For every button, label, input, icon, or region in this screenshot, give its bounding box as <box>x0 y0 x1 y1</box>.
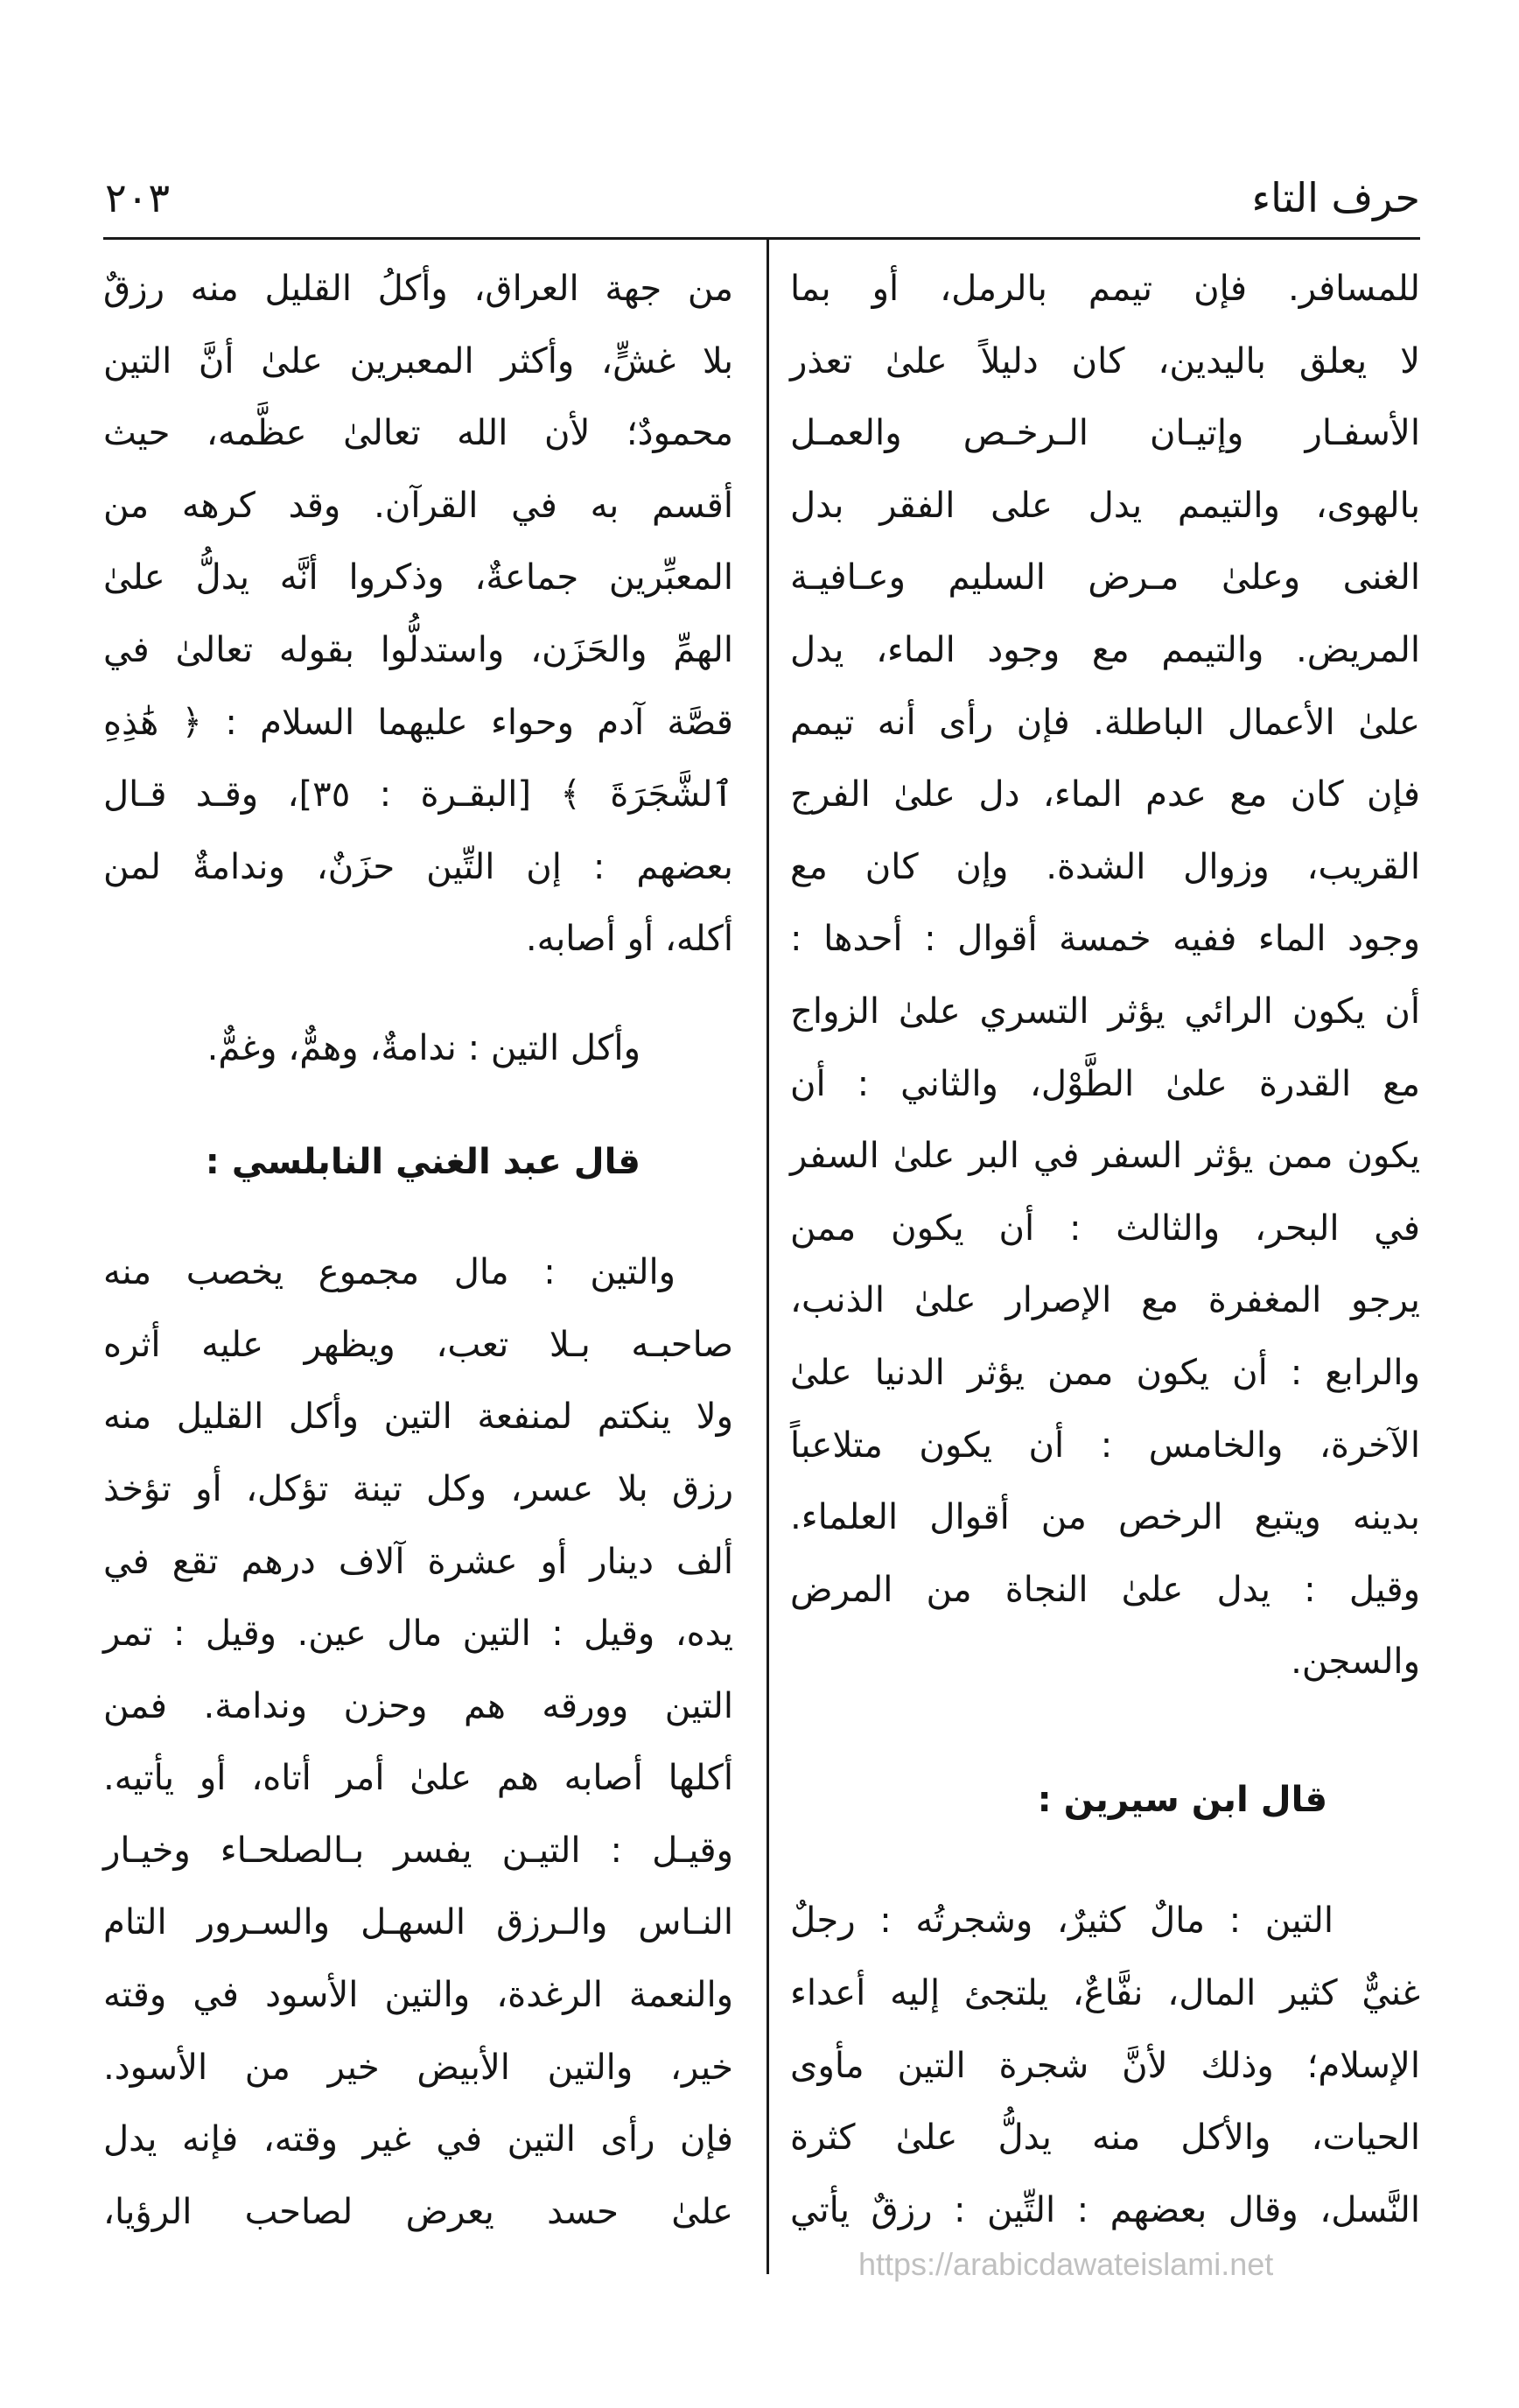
text-line: أقسم به في القرآن. وقد كرهه من <box>103 485 733 526</box>
text-line: غنيٌّ كثير المال، نفَّاعٌ، يلتجئ إليه أعداء <box>790 1973 1420 2014</box>
text-line: النَّسل، وقال بعضهم : التِّين : رزقٌ يأتي <box>790 2189 1420 2230</box>
text-line: المعبِّرين جماعةٌ، وذكروا أنَّه يدلُّ علىٰ <box>103 557 733 598</box>
text-line: النـاس والـرزق السهـل والسـرور التام <box>103 1902 733 1943</box>
text-line: محمودٌ؛ لأن الله تعالىٰ عظَّمه، حيث <box>103 413 733 454</box>
text-line: التين : مالٌ كثيرٌ، وشجرتُه : رجلٌ <box>790 1900 1334 1942</box>
text-line: صاحبـه بـلا تعب، ويظهر عليه أثره <box>103 1324 733 1365</box>
text-line: الأسفـار وإتيـان الـرخـص والعمـل <box>790 413 1420 454</box>
text-line: أكله، أو أصابه. <box>525 919 733 960</box>
text-line: الهمِّ والحَزَن، واستدلُّوا بقوله تعالىٰ في <box>103 629 733 670</box>
paragraph-gap <box>103 1085 733 1126</box>
text-line: للمسافر. فإن تيمم بالرمل، أو بما <box>790 269 1420 309</box>
text-line: خير، والتين الأبيض خير من الأسود. <box>103 2047 733 2088</box>
text-line: أن يكون الرائي يؤثر التسري علىٰ الزواج <box>790 990 1420 1032</box>
text-line: يرجو المغفرة مع الإصرار علىٰ الذنب، <box>790 1280 1420 1321</box>
text-line: الإسلام؛ وذلك لأنَّ شجرة التين مأوى <box>790 2045 1420 2086</box>
text-line: أكلها أصابه هم علىٰ أمر أتاه، أو يأتيه. <box>103 1758 733 1799</box>
page-number: ٢٠٣ <box>105 174 171 221</box>
text-line: وقيل : يدل علىٰ النجاة من المرض <box>790 1569 1420 1610</box>
left-column <box>103 253 733 2248</box>
watermark-url: https://arabicdawateislami.net <box>858 2246 1274 2282</box>
right-column <box>790 253 1420 2246</box>
paragraph-gap <box>103 976 733 1012</box>
paragraph-gap <box>790 1698 1420 1764</box>
text-line: بالهوى، والتيمم يدل على الفقر بدل <box>790 485 1420 526</box>
section-heading: قال عبد الغني النابلسي : <box>205 1141 640 1182</box>
text-line: رزق بلا عسر، وكل تينة تؤكل، أو تؤخذ <box>103 1468 733 1509</box>
text-line: الحيات، والأكل منه يدلُّ علىٰ كثرة <box>790 2118 1420 2159</box>
text-line: وجود الماء ففيه خمسة أقوال : أحدها : <box>790 919 1420 960</box>
column-divider <box>766 239 769 2274</box>
text-line: علىٰ حسد يعرض لصاحب الرؤيا، <box>103 2191 733 2232</box>
text-line: فإن كان مع عدم الماء، دل علىٰ الفرج <box>790 774 1420 816</box>
text-line: ألف دينار أو عشرة آلاف درهم تقع في <box>103 1541 733 1582</box>
text-line: التين وورقه هم وحزن وندامة. فمن <box>103 1685 733 1726</box>
text-line: والتين : مال مجموع يخصب منه <box>103 1252 676 1293</box>
text-line: القريب، وزوال الشدة. وإن كان مع <box>790 846 1420 887</box>
text-line: بلا غشٍّ، وأكثر المعبرين علىٰ أنَّ التين <box>103 340 733 382</box>
text-line: وقيـل : التيـن يفسر بـالصلحـاء وخيـار <box>103 1830 733 1871</box>
header-rule <box>103 237 1420 240</box>
text-line: بدينه ويتبع الرخص من أقوال العلماء. <box>790 1497 1420 1538</box>
text-line: الغنى وعلىٰ مـرض السليم وعـافيـة <box>790 557 1420 598</box>
text-line: ولا ينكتم لمنفعة التين وأكل القليل منه <box>103 1396 733 1438</box>
text-line: من جهة العراق، وأكلُ القليل منه رزقٌ <box>103 269 733 309</box>
text-line: الآخرة، والخامس : أن يكون متلاعباً <box>790 1424 1420 1466</box>
text-line: في البحر، والثالث : أن يكون ممن <box>790 1208 1420 1249</box>
paragraph-gap <box>103 1198 733 1236</box>
text-line: والرابع : أن يكون ممن يؤثر الدنيا علىٰ <box>790 1352 1420 1393</box>
section-heading: قال ابن سيرين : <box>1037 1779 1327 1820</box>
text-line: علىٰ الأعمال الباطلة. فإن رأى أنه تيمم <box>790 702 1420 743</box>
text-line: مع القدرة علىٰ الطَّوْل، والثاني : أن <box>790 1063 1420 1104</box>
section-title: حرف التاء <box>1251 174 1420 221</box>
summary-line: وأكل التين : ندامةٌ، وهمٌّ، وغمٌّ. <box>206 1027 640 1068</box>
text-line: ٱلشَّجَرَةَ ﴾ [البقـرة : ٣٥]، وقـد قـال <box>103 774 733 816</box>
text-line: والسجن. <box>1291 1642 1420 1683</box>
paragraph-gap <box>790 1836 1420 1885</box>
text-line: والنعمة الرغدة، والتين الأسود في وقته <box>103 1975 733 2016</box>
text-line: بعضهم : إن التِّين حزَنٌ، وندامةٌ لمن <box>103 846 733 887</box>
text-line: يكون ممن يؤثر السفر في البر علىٰ السفر <box>790 1136 1420 1177</box>
text-line: فإن رأى التين في غير وقته، فإنه يدل <box>103 2119 733 2160</box>
text-line: يده، وقيل : التين مال عين. وقيل : تمر <box>103 1614 733 1655</box>
text-line: قصَّة آدم وحواء عليهما السلام : ﴿ هَٰذِهِ <box>103 702 733 743</box>
text-line: المريض. والتيمم مع وجود الماء، يدل <box>790 629 1420 670</box>
text-line: لا يعلق باليدين، كان دليلاً علىٰ تعذر <box>790 340 1420 382</box>
